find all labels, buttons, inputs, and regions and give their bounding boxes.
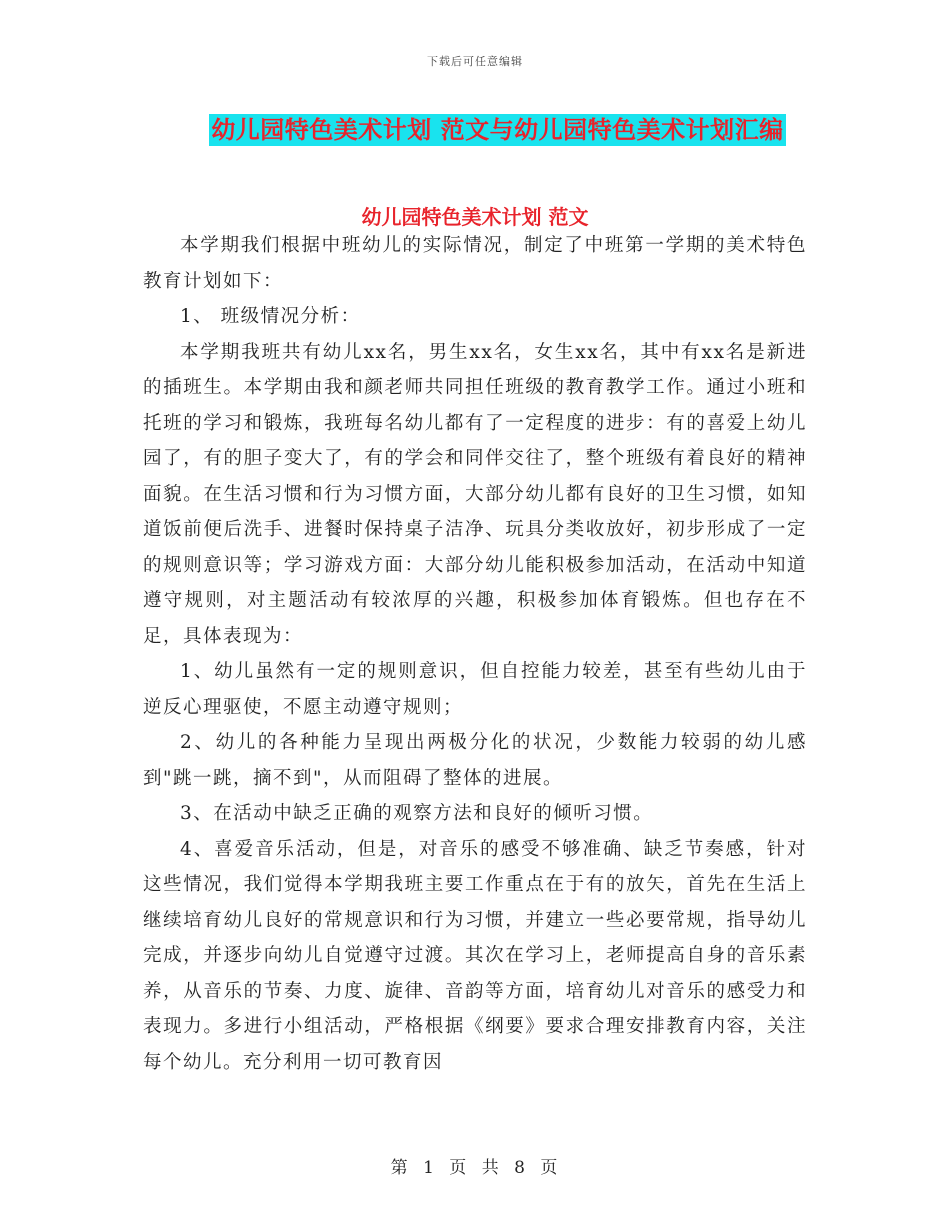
- document-title-container: [0, 114, 950, 146]
- section-title: 幼儿园特色美术计划 范文: [361, 205, 589, 229]
- paragraph-heading-class-analysis: 1、 班级情况分析：: [180, 306, 361, 327]
- page-number-footer: 第 1 页 共 8 页: [390, 1158, 560, 1178]
- paragraph-item-3: 3、在活动中缺乏正确的观察方法和良好的倾听习惯。: [180, 803, 654, 824]
- paragraph-class-situation: 本学期我班共有幼儿xx名，男生xx名，女生xx名，其中有xx名是新进的插班生。本学期由我和颜老师共同担任班级的教育教学工作。通过小班和托班的学习和锻炼，我班每名幼儿都有了一定程度的进步：有的喜爱上幼儿园了，有的胆子变大了，有的学会和同伴交往了，整个班级有着良好的精神面貌。在生活习惯和行为习惯方面，大部分幼儿都有良好的卫生习惯，如知道饭前便后洗手、进餐时保持桌子洁净、玩具分类收放好，初步形成了一定的规则意识等；学习游戏方面：大部分幼儿能积极参加活动，在活动中知道遵守规则，对主题活动有较浓厚的兴趣，积极参加体育锻炼。但也存在不足，具体表现为：: [143, 341, 807, 647]
- paragraph-intro: 本学期我们根据中班幼儿的实际情况，制定了中班第一学期的美术特色教育计划如下：: [143, 235, 807, 292]
- paragraph-item-4: 4、喜爱音乐活动，但是，对音乐的感受不够准确、缺乏节奏感，针对这些情况，我们觉得本学期我班主要工作重点在于有的放矢，首先在生活上继续培育幼儿良好的常规意识和行为习惯，并建立一些必要常规，指导幼儿完成，并逐步向幼儿自觉遵守过渡。其次在学习上，老师提高自身的音乐素养，从音乐的节奏、力度、旋律、音韵等方面，培育幼儿对音乐的感受力和表现力。多进行小组活动，严格根据《纲要》要求合理安排教育内容，关注每个幼儿。充分利用一切可教育因: [143, 838, 807, 1073]
- paragraph-item-2: 2、幼儿的各种能力呈现出两极分化的状况，少数能力较弱的幼儿感到"跳一跳，摘不到"，从而阻碍了整体的进展。: [143, 732, 807, 789]
- header-note: 下载后可任意编辑: [427, 55, 523, 68]
- document-body: [143, 228, 807, 1080]
- paragraph-item-1: 1、幼儿虽然有一定的规则意识，但自控能力较差，甚至有些幼儿由于逆反心理驱使，不愿主动遵守规则；: [143, 661, 807, 718]
- document-title: 幼儿园特色美术计划 范文与幼儿园特色美术计划汇编: [211, 116, 784, 144]
